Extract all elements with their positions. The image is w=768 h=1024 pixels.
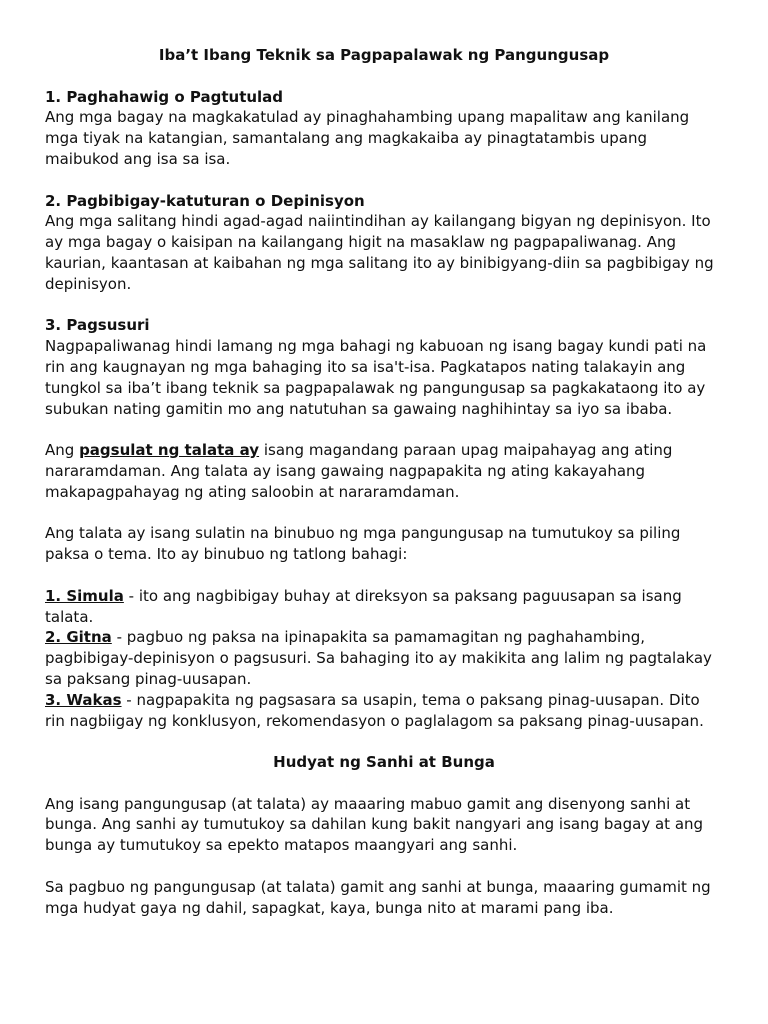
talata-intro-suffix: isang magandang paraan upag maipahayag ang ating nararamdaman. Ang talata ay isang gawaing nagpapakita ng ating kakayahang makapagpahayag ng ating saloobin at nararamdaman.	[45, 441, 673, 501]
spacer	[45, 856, 723, 877]
talata-intro-prefix: Ang	[45, 441, 80, 460]
spacer	[45, 503, 723, 524]
talata-part-wakas	[45, 690, 723, 732]
section-body: Ang mga salitang hindi agad-agad naiintindihan ay kailangang bigyan ng depinisyon. Ito ay mga bagay o kaisipan na kailangang higit na masaklaw ng pagpapaliwanag. Ang kaurian, kaantasan at kaibahan ng mga salitang ito ay binibigyang-diin sa pagbibigay ng depinisyon.	[45, 212, 714, 293]
part-text: - nagpapakita ng pagsasara sa usapin, tema o paksang pinag-uusapan. Dito rin nagbiigay ng konklusyon, rekomendasyon o paglalagom sa paksang pinag-uusapan.	[45, 690, 704, 730]
spacer	[45, 170, 723, 191]
section-heading: 2. Pagbibigay-katuturan o Depinisyon	[45, 191, 365, 210]
talata-definition-paragraph: Ang talata ay isang sulatin na binubuo ng mga pangungusap na tumutukoy sa piling paksa o tema. Ito ay binubuo ng tatlong bahagi:	[45, 524, 681, 564]
hudyat-paragraph: Sa pagbuo ng pangungusap (at talata) gamit ang sanhi at bunga, maaaring gumamit ng mga hudyat gaya ng dahil, sapagkat, kaya, bunga nito at marami pang iba.	[45, 877, 711, 917]
part-label: 1. Simula	[45, 586, 124, 605]
spacer	[45, 295, 723, 316]
spacer	[45, 731, 723, 752]
section-heading: 3. Pagsusuri	[45, 316, 150, 335]
spacer	[45, 66, 723, 87]
section-heading: 1. Paghahawig o Pagtutulad	[45, 87, 284, 106]
section-subtitle: Hudyat ng Sanhi at Bunga	[273, 753, 495, 772]
part-text: - ito ang nagbibigay buhay at direksyon sa paksang paguusapan sa isang talata.	[45, 586, 682, 626]
document-title: Iba’t Ibang Teknik sa Pagpapalawak ng Pangungusap	[158, 46, 610, 64]
part-text: - pagbuo ng paksa na ipinapakita sa pamamagitan ng paghahambing, pagbibigay-depinisyon o pagsusuri. Sa bahaging ito ay makikita ang lalim ng pagtalakay sa paksang pinag-uusapan.	[45, 628, 712, 688]
spacer	[45, 565, 723, 586]
talata-intro-paragraph	[45, 440, 723, 502]
part-label: 2. Gitna	[45, 628, 112, 647]
talata-part-gitna	[45, 627, 723, 689]
part-label: 3. Wakas	[45, 690, 122, 709]
section-paghahawig	[45, 87, 723, 170]
section-body: Ang mga bagay na magkakatulad ay pinaghahambing upang mapalitaw ang kanilang mga tiyak na katangian, samantalang ang magkakaiba ay pinagtatambis upang maibukod ang isa sa isa.	[45, 108, 690, 168]
talata-parts-list	[45, 586, 723, 732]
spacer	[45, 773, 723, 794]
section-pagsusuri	[45, 315, 723, 419]
spacer	[45, 419, 723, 440]
section-body: Nagpapaliwanag hindi lamang ng mga bahagi ng kabuoan ng isang bagay kundi pati na rin ang kaugnayan ng mga bahaging ito sa isa't-isa. Pagkatapos nating talakayin ang tungkol sa iba’t ibang teknik sa pagpapalawak ng pangungusap sa pagkakataong ito ay subukan nating gamitin mo ang natutuhan sa gawaing naghihintay sa iyo sa ibaba.	[45, 337, 707, 418]
section-depinisyon	[45, 191, 723, 295]
pagsulat-ng-talata-link[interactable]: pagsulat ng talata ay	[79, 441, 260, 460]
sanhi-bunga-paragraph: Ang isang pangungusap (at talata) ay maaaring mabuo gamit ang disenyong sanhi at bunga. Ang sanhi ay tumutukoy sa dahilan kung bakit nangyari ang isang bagay at ang bunga ay tumutukoy sa epekto matapos maangyari ang sanhi.	[45, 794, 704, 855]
talata-part-simula	[45, 586, 723, 628]
